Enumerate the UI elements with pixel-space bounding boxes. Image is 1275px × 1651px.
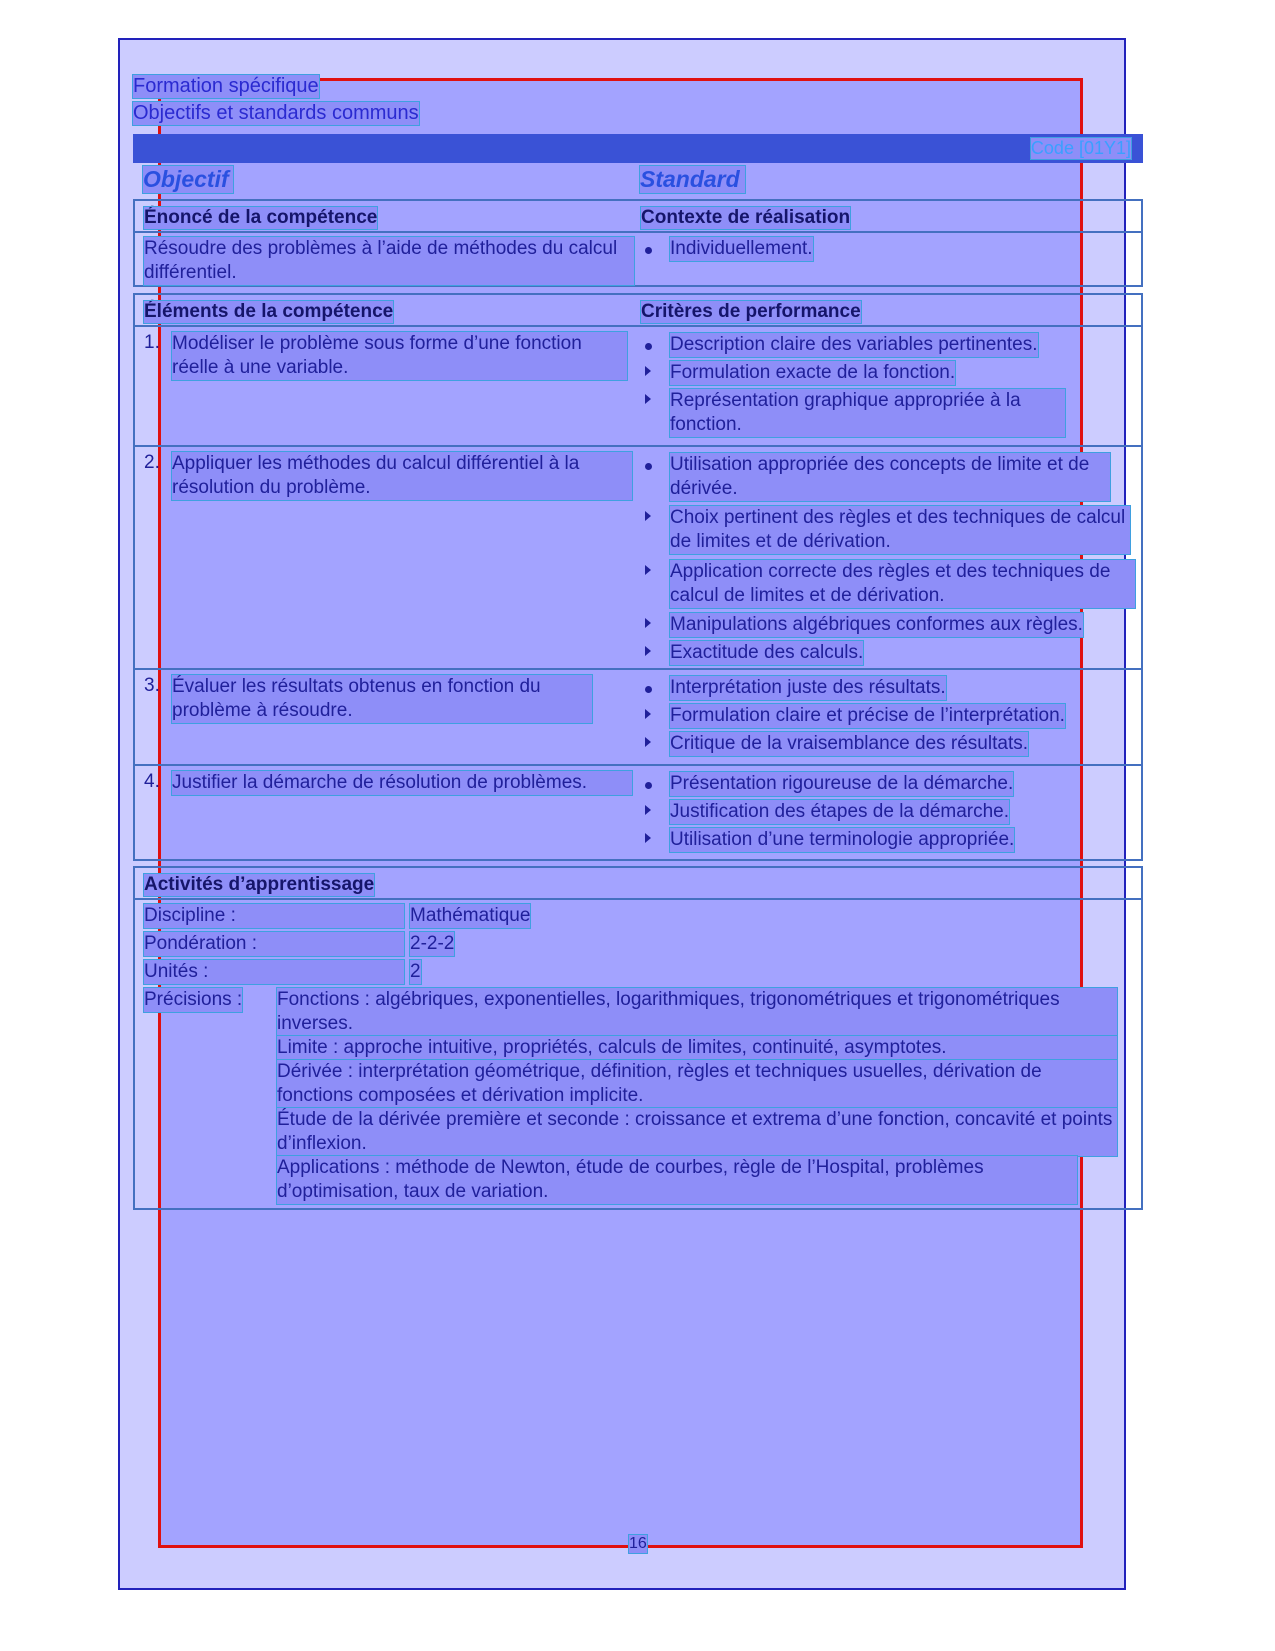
element-1-number: 1. — [144, 332, 160, 353]
header-line-2: Objectifs et standards communs — [133, 102, 419, 124]
precision-3: Dérivée : interprétation géométrique, définition, règles et techniques usuelles, dérivation de fonctions composées et dérivation implicite. — [277, 1060, 1117, 1108]
unites-value: 2 — [410, 961, 421, 982]
competence-table — [133, 199, 1143, 287]
context-label: Contexte de réalisation — [641, 207, 851, 228]
element-1-text: Modéliser le problème sous forme d’une fonction réelle à une variable. — [172, 332, 627, 380]
statement-label: Énoncé de la compétence — [144, 207, 378, 228]
elements-table — [133, 293, 1143, 861]
criterion-3-3: Critique de la vraisemblance des résultats. — [670, 733, 1029, 754]
ponderation-label: Pondération : — [144, 932, 404, 956]
activities-table — [133, 866, 1143, 1210]
criterion-2-1: Utilisation appropriée des concepts de limite et de dérivée. — [670, 453, 1110, 501]
criteria-label: Critères de performance — [641, 301, 861, 322]
precisions-label: Précisions : — [144, 989, 243, 1010]
criterion-2-4: Manipulations algébriques conformes aux règles. — [670, 614, 1083, 635]
column-standard: Standard — [640, 166, 745, 193]
elements-label: Éléments de la compétence — [144, 301, 394, 322]
element-2-number: 2. — [144, 452, 160, 473]
precision-1: Fonctions : algébriques, exponentielles, logarithmiques, trigonométriques et trigonométriques inverses. — [277, 988, 1117, 1036]
element-4-number: 4. — [144, 771, 160, 792]
course-code: Code [01Y1] — [1030, 138, 1131, 158]
criterion-1-2: Formulation exacte de la fonction. — [670, 362, 956, 383]
code-bar — [133, 134, 1143, 163]
criterion-3-2: Formulation claire et précise de l’interprétation. — [670, 705, 1065, 726]
criterion-2-2: Choix pertinent des règles et des techniques de calcul de limites et de dérivation. — [670, 506, 1130, 554]
ponderation-value: 2-2-2 — [410, 933, 455, 954]
activities-title: Activités d’apprentissage — [144, 874, 375, 895]
criterion-4-2: Justification des étapes de la démarche. — [670, 801, 1010, 822]
competence-statement: Résoudre des problèmes à l’aide de méthodes du calcul différentiel. — [144, 237, 634, 285]
unites-label: Unités : — [144, 960, 404, 984]
criterion-4-1: Présentation rigoureuse de la démarche. — [670, 773, 1014, 794]
criterion-1-1: Description claire des variables pertinentes. — [670, 334, 1038, 355]
criterion-2-3: Application correcte des règles et des techniques de calcul de limites et de dérivation. — [670, 560, 1135, 608]
criterion-1-3: Représentation graphique appropriée à la fonction. — [670, 389, 1065, 437]
precision-2: Limite : approche intuitive, propriétés, calculs de limites, continuité, asymptotes. — [277, 1036, 1117, 1060]
element-2-text: Appliquer les méthodes du calcul différentiel à la résolution du problème. — [172, 452, 632, 500]
criterion-2-5: Exactitude des calculs. — [670, 642, 864, 663]
element-3-number: 3. — [144, 675, 160, 696]
column-objective: Objectif — [143, 166, 233, 193]
precision-4: Étude de la dérivée première et seconde : croissance et extrema d’une fonction, concavité et points d’inflexion. — [277, 1108, 1117, 1156]
precision-5: Applications : méthode de Newton, étude de courbes, règle de l’Hospital, problèmes d’optimisation, taux de variation. — [277, 1156, 1077, 1204]
header-line-1: Formation spécifique — [133, 75, 319, 97]
context-item: Individuellement. — [670, 238, 813, 259]
criterion-3-1: Interprétation juste des résultats. — [670, 677, 946, 698]
criterion-4-3: Utilisation d’une terminologie appropriée. — [670, 829, 1015, 850]
discipline-label: Discipline : — [144, 904, 404, 928]
element-3-text: Évaluer les résultats obtenus en fonction du problème à résoudre. — [172, 675, 592, 723]
discipline-value: Mathématique — [410, 905, 531, 926]
page-number: 16 — [629, 1535, 647, 1552]
element-4-text: Justifier la démarche de résolution de problèmes. — [172, 771, 632, 795]
